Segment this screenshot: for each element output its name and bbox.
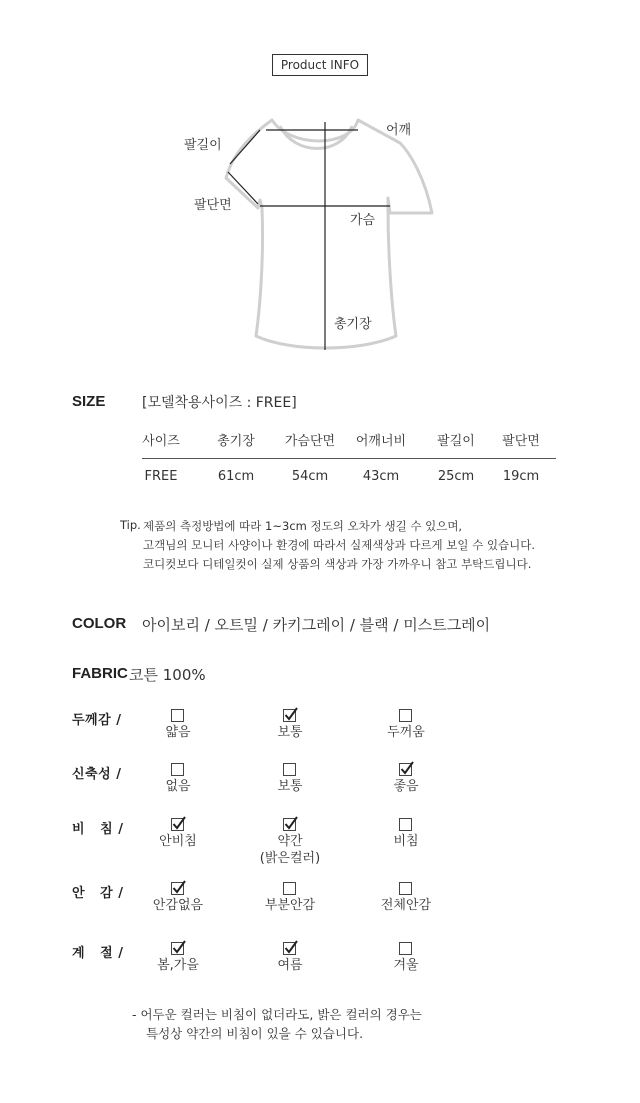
tip-line-1: 제품의 측정방법에 따라 1~3cm 정도의 오차가 생길 수 있으며, [143,519,463,533]
attribute-option [230,880,350,914]
size-value-shoulder: 43cm [362,469,400,484]
sleeve-opening-label: 팔단면 [194,198,232,213]
tip-line-3: 코디컷보다 디테일컷이 실제 상품의 색상과 가장 가까우니 참고 부탁드립니다. [143,557,532,571]
tip-prefix: Tip. [120,518,141,532]
attribute-option [118,940,238,974]
unchecked-checkbox-icon [283,761,298,776]
attribute-option-label: 안비침 [159,834,197,849]
attribute-option [118,816,238,850]
checked-checkbox-icon [283,816,298,831]
size-title: SIZE [72,393,106,410]
size-header-sleeve-opening: 팔단면 [502,434,540,449]
total-length-label: 총기장 [334,317,372,332]
attribute-label: 비 침 / [72,822,124,837]
attribute-option-label: 전체안감 [380,898,432,913]
attribute-option [346,761,466,795]
unchecked-checkbox-icon [399,880,414,895]
attribute-option-label: 좋음 [393,779,419,794]
attribute-option-label: 약간 [277,834,303,849]
attribute-option-label: 비침 [393,834,419,849]
checked-checkbox-icon [399,761,414,776]
fabric-value: 코튼 100% [129,666,206,684]
checked-checkbox-icon [171,816,186,831]
size-table-divider [142,458,556,459]
attribute-option-label: 안감없음 [152,898,204,913]
attribute-label: 두께감 / [72,713,122,728]
attribute-option-label: 봄,가을 [157,958,199,973]
sleeve-length-label: 팔길이 [184,138,222,153]
attribute-label: 안 감 / [72,886,124,901]
note-line-2: 특성상 약간의 비침이 있을 수 있습니다. [146,1026,364,1041]
attribute-option [230,761,350,795]
checked-checkbox-icon [171,880,186,895]
size-header-total-length: 총기장 [217,434,255,449]
checked-checkbox-icon [171,940,186,955]
fabric-title: FABRIC [72,665,128,682]
unchecked-checkbox-icon [399,707,414,722]
attribute-option [118,761,238,795]
attribute-option-label: 얇음 [165,725,191,740]
attribute-option [346,940,466,974]
checked-checkbox-icon [283,940,298,955]
attribute-option [346,880,466,914]
attribute-option [346,816,466,850]
unchecked-checkbox-icon [171,761,186,776]
tshirt-diagram [200,108,440,358]
checked-checkbox-icon [283,707,298,722]
attribute-option [230,940,350,974]
attribute-label: 계 절 / [72,946,124,961]
attribute-option-label: 보통 [277,725,303,740]
unchecked-checkbox-icon [171,707,186,722]
chest-label: 가슴 [350,213,376,228]
size-value-size: FREE [144,469,178,484]
attribute-option-sublabel: (밝은컬러) [259,851,321,866]
size-value-total-length: 61cm [217,469,255,484]
size-value-sleeve-opening: 19cm [502,469,540,484]
attribute-option [118,707,238,741]
color-value: 아이보리 / 오트밀 / 카키그레이 / 블랙 / 미스트그레이 [142,616,491,634]
attribute-option-label: 여름 [277,958,303,973]
unchecked-checkbox-icon [283,880,298,895]
shoulder-label: 어깨 [386,123,412,138]
attribute-option-label: 부분안감 [264,898,316,913]
tshirt-outline [226,120,432,348]
attribute-option-label: 없음 [165,779,191,794]
note-line-1: - 어두운 컬러는 비침이 없더라도, 밝은 컬러의 경우는 [132,1007,422,1022]
size-header-chest: 가슴단면 [284,434,336,449]
unchecked-checkbox-icon [399,940,414,955]
attribute-option [346,707,466,741]
attribute-option [230,816,350,867]
attribute-option [118,880,238,914]
product-info-title: Product INFO [272,54,368,76]
size-value-sleeve-length: 25cm [437,469,475,484]
attribute-label: 신축성 / [72,767,122,782]
attribute-option-label: 보통 [277,779,303,794]
color-title: COLOR [72,615,127,632]
size-header-sleeve-length: 팔길이 [437,434,475,449]
tip-line-2: 고객님의 모니터 사양이나 환경에 따라서 실제색상과 다르게 보일 수 있습니다. [143,538,536,552]
size-header-shoulder: 어깨너비 [355,434,407,449]
size-header-size: 사이즈 [142,434,180,449]
size-value-chest: 54cm [291,469,329,484]
unchecked-checkbox-icon [399,816,414,831]
model-size-note: [모델착용사이즈 : FREE] [142,395,297,411]
attribute-option-label: 겨울 [393,958,419,973]
attribute-option [230,707,350,741]
attribute-option-label: 두꺼움 [387,725,425,740]
